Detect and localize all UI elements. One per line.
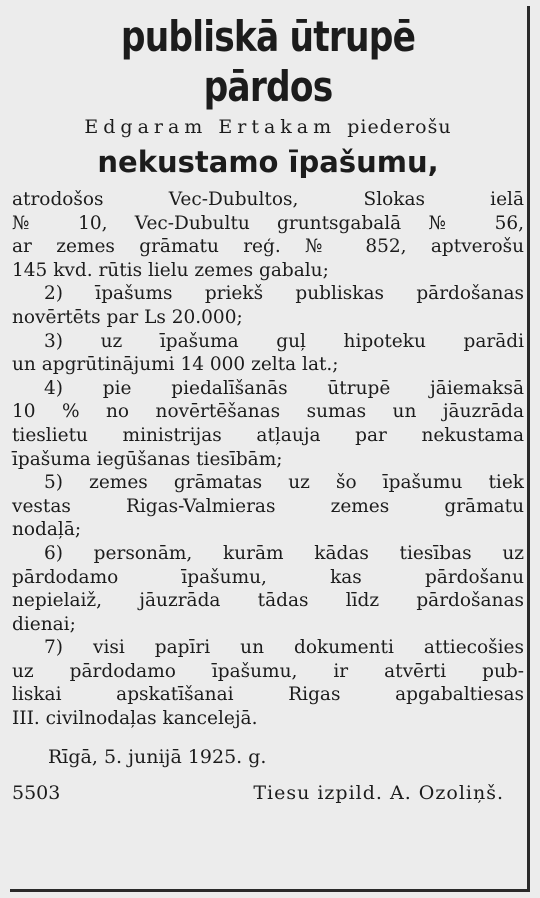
item-3-line: un apgrūtinājumi 14 000 zelta lat.; xyxy=(12,354,339,376)
owner-line xyxy=(12,114,524,140)
owner-line-rest: piederošu xyxy=(347,116,452,138)
item-6-line: nepielaiž, jāuzrāda tādas līdz pārdošanas xyxy=(12,590,524,612)
notice-subhead: nekustamo īpašumu, xyxy=(97,145,439,179)
item-7-line: 7) visi papīri un dokumenti attiecošies xyxy=(44,637,524,659)
item-4-line: īpašuma iegūšanas tiesībām; xyxy=(12,448,283,470)
signature-row xyxy=(12,779,524,807)
item-4-line: 4) pie piedalīšanās ūtrupē jāiemaksā xyxy=(44,377,524,399)
item-4-line: tieslietu ministrijas atļauja par nekustama xyxy=(12,424,524,446)
item-7-line: uz pārdodamo īpašumu, ir atvērti pub- xyxy=(12,660,524,682)
notice-number: 5503 xyxy=(12,781,61,804)
item-7-line: III. civilnodaļas kancelejā. xyxy=(12,708,258,730)
item-5-line: vestas Rigas-Valmieras zemes grāmatu xyxy=(12,495,524,517)
right-border-rule xyxy=(527,6,530,890)
item-4-line: 10 % no novērtēšanas sumas un jāuzrāda xyxy=(12,401,524,423)
body-line: atrodošos Vec-Dubultos, Slokas ielā xyxy=(12,189,524,210)
item-6-line: pārdodamo īpašumu, kas pārdošanu xyxy=(12,566,524,588)
notice-text xyxy=(12,188,524,731)
body-line: № 10, Vec-Dubultu gruntsgabalā № 56, xyxy=(12,212,524,234)
bottom-border-rule xyxy=(10,889,530,892)
item-5-line: 5) zemes grāmatas uz šo īpašumu tiek xyxy=(44,472,524,494)
item-6-line: 6) personām, kurām kādas tiesības uz xyxy=(44,542,524,564)
place-date: Rīgā, 5. junijā 1925. g. xyxy=(48,745,267,768)
signature: Tiesu izpild. A. Ozoliņš. xyxy=(253,781,504,804)
item-6-line: dienai; xyxy=(12,613,76,635)
body-line: 145 kvd. rūtis lielu zemes gabalu; xyxy=(12,259,329,281)
notice-body xyxy=(12,8,524,807)
item-2-line: 2) īpašums priekš publiskas pārdošanas xyxy=(44,283,524,305)
item-7-line: liskai apskatīšanai Rigas apgabaltiesas xyxy=(12,684,524,706)
owner-first-name: Edgaram xyxy=(84,116,208,138)
owner-last-name: Ertakam xyxy=(218,116,337,138)
item-5-line: nodaļā; xyxy=(12,519,82,541)
item-3-line: 3) uz īpašuma guļ hipoteku parādi xyxy=(44,330,524,352)
body-line: ar zemes grāmatu reģ. № 852, aptverošu xyxy=(12,236,524,258)
notice-headline: publiskā ūtrupē pārdos xyxy=(120,12,416,111)
item-2-line: novērtēts par Ls 20.000; xyxy=(12,306,243,328)
